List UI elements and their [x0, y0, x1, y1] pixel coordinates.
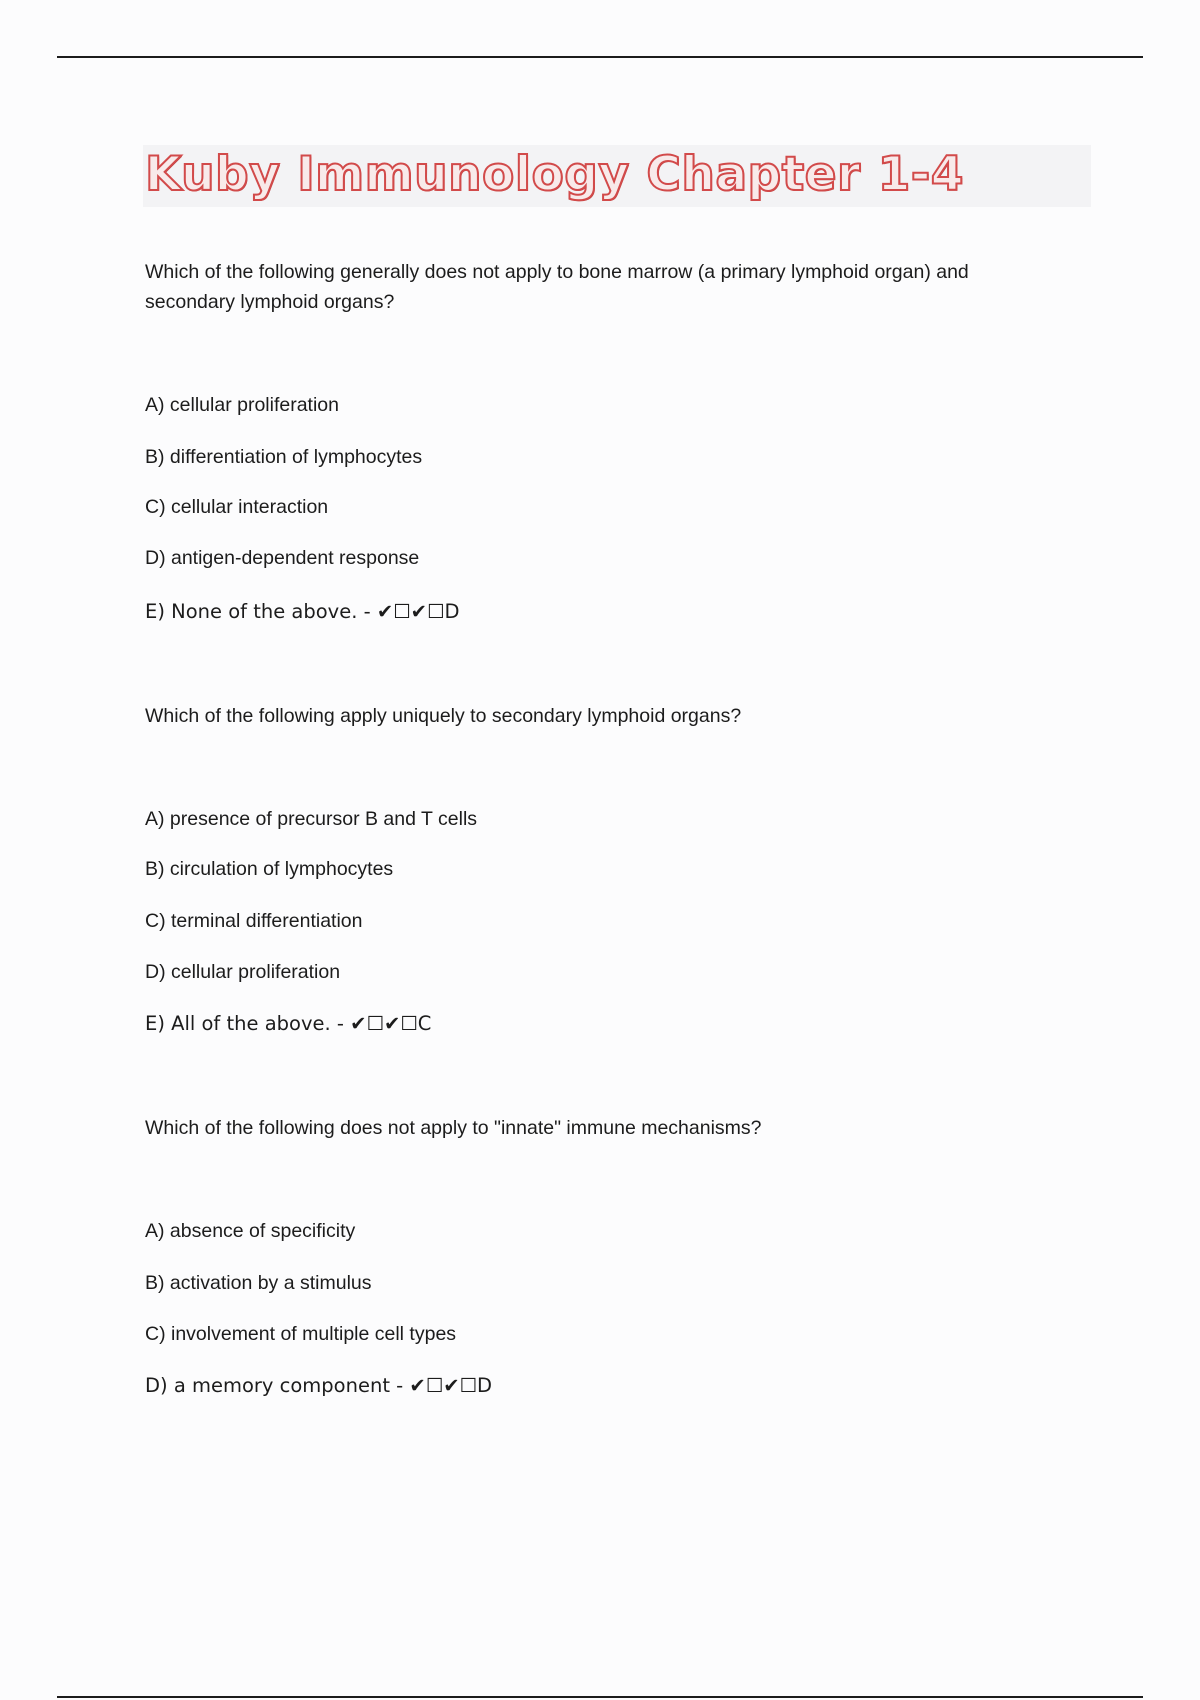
document-title: Kuby Immunology Chapter 1-4	[145, 147, 964, 202]
footer-rule	[57, 1696, 1143, 1698]
question-2-option-a: A) presence of precursor B and T cells	[145, 808, 478, 830]
question-2-prompt: Which of the following apply uniquely to secondary lymphoid organs?	[145, 705, 742, 727]
question-3-option-d-answer: D) a memory component - ✔☐✔☐D	[145, 1374, 493, 1397]
question-2-option-d: D) cellular proliferation	[145, 961, 341, 983]
question-1-option-c: C) cellular interaction	[145, 496, 329, 518]
question-3-prompt: Which of the following does not apply to "innate" immune mechanisms?	[145, 1117, 762, 1139]
header-rule	[57, 56, 1143, 58]
question-1-option-e-answer: E) None of the above. - ✔☐✔☐D	[145, 600, 460, 623]
question-1-option-d: D) antigen-dependent response	[145, 547, 420, 569]
question-2-option-b: B) circulation of lymphocytes	[145, 858, 394, 880]
question-1-option-a: A) cellular proliferation	[145, 394, 340, 416]
question-1-prompt: Which of the following generally does not apply to bone marrow (a primary lymphoid organ) and secondary lymphoid organs?	[145, 261, 969, 313]
question-2-option-c: C) terminal differentiation	[145, 910, 363, 932]
question-3-option-c: C) involvement of multiple cell types	[145, 1323, 457, 1345]
question-3-option-b: B) activation by a stimulus	[145, 1272, 372, 1294]
question-1-option-b: B) differentiation of lymphocytes	[145, 446, 423, 468]
title-banner	[143, 145, 1091, 207]
question-3-option-a: A) absence of specificity	[145, 1220, 356, 1242]
question-2-option-e-answer: E) All of the above. - ✔☐✔☐C	[145, 1012, 432, 1035]
